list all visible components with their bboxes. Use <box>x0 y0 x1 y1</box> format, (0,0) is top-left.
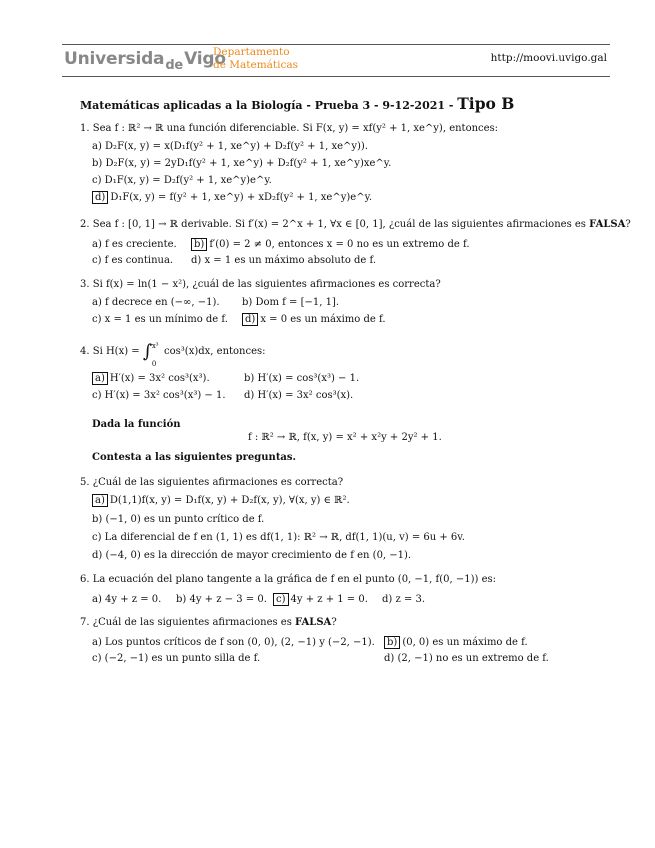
selected-answer-box: a) <box>92 372 108 385</box>
selected-answer-box: a) <box>92 494 108 507</box>
integral-sign: ∫ x³ 0 <box>142 340 159 368</box>
q6-option-a: a) 4y + z = 0. <box>92 594 162 605</box>
question-7: 7. ¿Cuál de las siguientes afirmaciones es FALSA? <box>80 617 337 628</box>
header-top-rule <box>62 44 610 45</box>
university-logo: Universida$_{de}$Vigo <box>64 49 226 73</box>
q2-option-a: a) f es creciente. <box>92 239 177 250</box>
q1-option-b: b) D₂F(x, y) = 2yD₁f(y² + 1, xe^y) + D₂f(y² + 1, xe^y)xe^y. <box>92 158 392 169</box>
q5-option-a: a) D(1,1)f(x, y) = D₁f(x, y) + D₂f(x, y), ∀(x, y) ∈ ℝ². <box>92 494 350 507</box>
q3-option-b: b) Dom f = [−1, 1]. <box>242 297 340 308</box>
q4-option-d: d) H′(x) = 3x² cos³(x). <box>244 390 354 401</box>
q6-option-c: c) 4y + z + 1 = 0. <box>273 593 368 606</box>
question-1: 1. Sea f : ℝ² → ℝ una función diferenciable. Si F(x, y) = xf(y² + 1, xe^y), entonces: <box>80 123 499 134</box>
q6-option-b: b) 4y + z − 3 = 0. <box>176 594 267 605</box>
q2-option-b: b) f′(0) = 2 ≠ 0, entonces x = 0 no es un extremo de f. <box>191 238 470 251</box>
function-definition: f : ℝ² → ℝ, f(x, y) = x² + x²y + 2y² + 1. <box>248 432 442 443</box>
exam-type: Tipo B <box>457 94 515 113</box>
selected-answer-box: d) <box>242 313 258 326</box>
q7-option-b: b) (0, 0) es un máximo de f. <box>384 636 528 649</box>
q7-option-c: c) (−2, −1) es un punto silla de f. <box>92 653 261 664</box>
selected-answer-box: d) <box>92 191 108 204</box>
q6-option-d: d) z = 3. <box>382 594 426 605</box>
q3-option-a: a) f decrece en (−∞, −1). <box>92 297 220 308</box>
question-3: 3. Si f(x) = ln(1 − x²), ¿cuál de las siguientes afirmaciones es correcta? <box>80 279 441 290</box>
q5-option-c: c) La diferencial de f en (1, 1) es df(1, 1): ℝ² → ℝ, df(1, 1)(u, v) = 6u + 6v. <box>92 532 465 543</box>
q1-option-c: c) D₁F(x, y) = D₂f(y² + 1, xe^y)e^y. <box>92 175 272 186</box>
header-bottom-rule <box>62 76 610 77</box>
given-function-label: Dada la función <box>92 419 181 430</box>
q7-option-d: d) (2, −1) no es un extremo de f. <box>384 653 549 664</box>
q1-option-d: d) D₁F(x, y) = f(y² + 1, xe^y) + xD₂f(y² + 1, xe^y)e^y. <box>92 191 372 204</box>
q2-option-c: c) f es continua. <box>92 255 174 266</box>
selected-answer-box: b) <box>191 238 207 251</box>
q5-option-b: b) (−1, 0) es un punto crítico de f. <box>92 514 265 525</box>
question-5: 5. ¿Cuál de las siguientes afirmaciones es correcta? <box>80 477 344 488</box>
answer-instruction: Contesta a las siguientes preguntas. <box>92 452 297 463</box>
department-name: Departamento de Matemáticas <box>213 46 299 71</box>
question-4: 4. Si H(x) = ∫ x³ 0 cos³(x)dx, entonces: <box>80 340 266 368</box>
q1-option-a: a) D₂F(x, y) = x(D₁f(y² + 1, xe^y) + D₂f(y² + 1, xe^y)). <box>92 141 369 152</box>
selected-answer-box: c) <box>273 593 289 606</box>
q3-option-c: c) x = 1 es un mínimo de f. <box>92 314 228 325</box>
q5-option-d: d) (−4, 0) es la dirección de mayor crecimiento de f en (0, −1). <box>92 550 412 561</box>
exam-title: Matemáticas aplicadas a la Biología - Prueba 3 - 9-12-2021 - Tipo B <box>80 94 515 113</box>
question-6: 6. La ecuación del plano tangente a la gráfica de f en el punto (0, −1, f(0, −1)) es: <box>80 574 496 585</box>
q4-option-c: c) H′(x) = 3x² cos³(x³) − 1. <box>92 390 226 401</box>
selected-answer-box: b) <box>384 636 400 649</box>
q2-option-d: d) x = 1 es un máximo absoluto de f. <box>191 255 377 266</box>
q7-option-a: a) Los puntos críticos de f son (0, 0), (2, −1) y (−2, −1). <box>92 637 375 648</box>
question-2: 2. Sea f : [0, 1] → ℝ derivable. Si f′(x) = 2^x + 1, ∀x ∈ [0, 1], ¿cuál de las siguientes afirmaciones es FALSA? <box>80 219 631 230</box>
q4-option-a: a) H′(x) = 3x² cos³(x³). <box>92 372 210 385</box>
q4-option-b: b) H′(x) = cos³(x³) − 1. <box>244 373 360 384</box>
header-url: http://moovi.uvigo.gal <box>490 52 607 64</box>
q3-option-d: d) x = 0 es un máximo de f. <box>242 313 386 326</box>
